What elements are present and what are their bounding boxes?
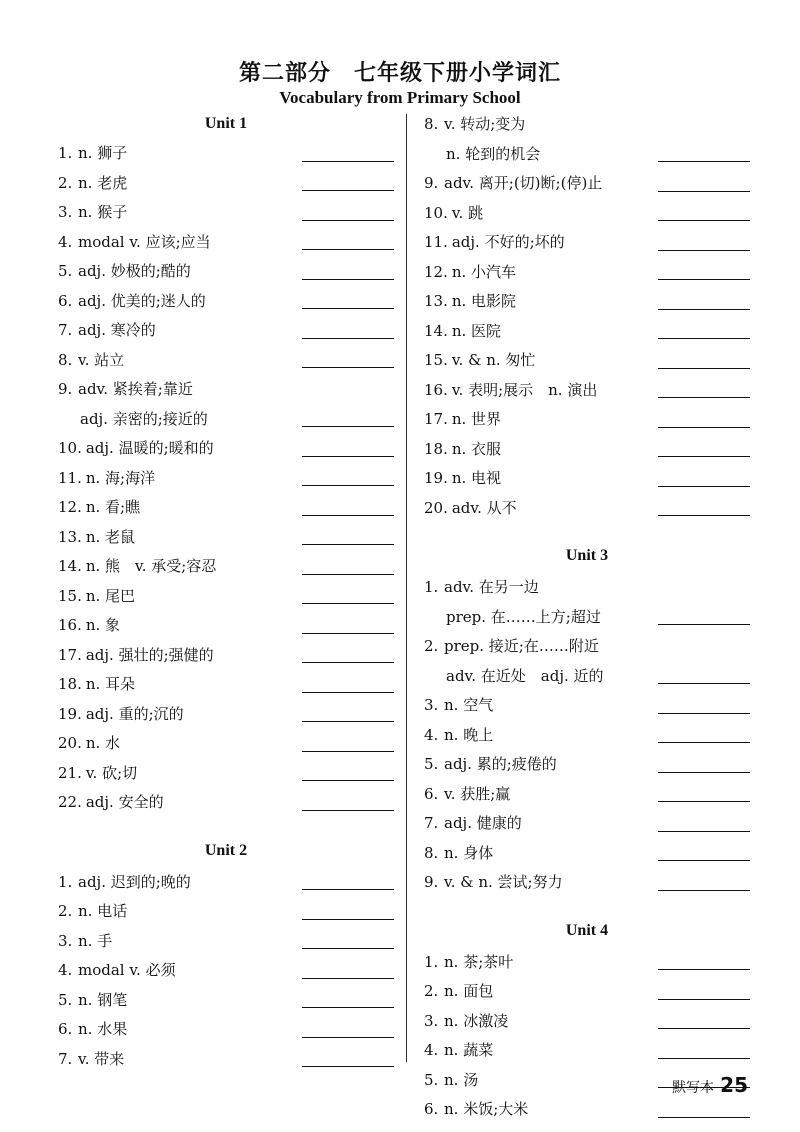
vocab-item <box>424 376 750 406</box>
item-definition: n. 汤 <box>444 1070 479 1089</box>
vocab-item <box>424 948 750 978</box>
item-number: 17. <box>424 410 448 428</box>
answer-blank[interactable] <box>658 742 750 743</box>
vocab-item <box>424 977 750 1007</box>
vocab-item <box>58 611 394 641</box>
item-definition: n. 茶;茶叶 <box>444 952 514 971</box>
item-number: 20. <box>424 498 448 517</box>
answer-blank[interactable] <box>302 810 394 811</box>
column-divider <box>406 114 407 1062</box>
item-definition: v. 砍;切 <box>85 763 138 782</box>
item-number: 19. <box>58 704 82 723</box>
answer-blank[interactable] <box>302 574 394 575</box>
item-definition: n. 米饭;大米 <box>444 1100 529 1118</box>
item-definition: adv. 离开;(切)断;(停)止 <box>444 174 603 192</box>
vocab-item <box>424 169 750 199</box>
vocab-item <box>424 1095 750 1125</box>
item-definition: adj. 温暖的;暖和的 <box>85 439 214 457</box>
left-column <box>58 108 394 1074</box>
answer-blank[interactable] <box>658 338 750 339</box>
item-number: 10. <box>58 439 82 457</box>
vocab-item <box>58 523 394 553</box>
item-number: 3. <box>58 931 73 950</box>
unit-heading: Unit 4 <box>565 921 609 939</box>
item-definition: adj. 强壮的;强健的 <box>85 645 214 664</box>
footer-book-label: 默写本 <box>672 1080 715 1096</box>
vocab-item <box>424 287 750 317</box>
answer-blank[interactable] <box>302 220 394 221</box>
vocab-item <box>58 582 394 612</box>
item-number: 14. <box>424 321 448 340</box>
answer-blank[interactable] <box>658 624 750 625</box>
answer-blank[interactable] <box>302 544 394 545</box>
vocab-item <box>58 729 394 759</box>
vocab-item <box>58 375 394 405</box>
item-number: 5. <box>424 1070 439 1089</box>
item-definition: adj. 寒冷的 <box>78 321 156 339</box>
vocab-item <box>58 198 394 228</box>
item-number: 3. <box>424 696 439 714</box>
vocab-item <box>58 788 394 818</box>
item-definition: prep. 接近;在……附近 <box>444 637 599 655</box>
page-footer <box>672 1073 748 1097</box>
answer-blank[interactable] <box>658 515 750 516</box>
item-number: 1. <box>58 872 73 891</box>
item-number: 8. <box>424 115 439 133</box>
answer-blank[interactable] <box>302 780 394 781</box>
item-definition: n. 晚上 <box>444 725 494 744</box>
item-number: 10. <box>424 203 448 222</box>
item-number: 5. <box>58 990 73 1009</box>
item-definition: v. 站立 <box>78 350 125 369</box>
item-definition: n. 水果 <box>78 1020 128 1038</box>
item-definition: n. 小汽车 <box>451 262 517 281</box>
item-number: 18. <box>58 675 82 693</box>
vocab-item <box>424 868 750 898</box>
item-number: 2. <box>424 982 439 1000</box>
item-definition: n. 狮子 <box>78 144 128 162</box>
item-number: 4. <box>424 1041 439 1059</box>
vocab-item <box>424 494 750 524</box>
vocab-item <box>424 839 750 869</box>
item-number: 16. <box>58 616 82 634</box>
item-number: 15. <box>424 351 448 369</box>
item-number: 4. <box>58 961 73 979</box>
answer-blank[interactable] <box>302 485 394 486</box>
vocab-item <box>424 110 750 140</box>
item-definition: adv. 紧挨着;靠近 <box>78 380 193 398</box>
vocab-item <box>58 986 394 1016</box>
vocab-item <box>424 228 750 258</box>
vocab-item <box>58 316 394 346</box>
item-definition: n. 看;瞧 <box>85 498 141 516</box>
vocab-item <box>424 780 750 810</box>
page-title: 第二部分 七年级下册小学词汇 <box>238 61 561 86</box>
item-number: 11. <box>58 468 82 487</box>
vocab-item <box>424 464 750 494</box>
item-definition: adj. 迟到的;晚的 <box>78 872 191 891</box>
item-number: 1. <box>424 578 439 596</box>
answer-blank[interactable] <box>302 603 394 604</box>
item-definition: adj. 亲密的;接近的 <box>80 409 208 428</box>
answer-blank[interactable] <box>302 721 394 722</box>
vocab-item <box>424 721 750 751</box>
item-definition: n. 熊 v. 承受;容忍 <box>85 557 217 575</box>
item-definition: v. 带来 <box>78 1049 125 1068</box>
answer-blank[interactable] <box>302 249 394 250</box>
answer-blank[interactable] <box>302 338 394 339</box>
vocab-item <box>424 603 750 633</box>
answer-blank[interactable] <box>658 831 750 832</box>
item-definition: adj. 健康的 <box>444 814 522 832</box>
item-number: 1. <box>424 952 439 971</box>
answer-blank[interactable] <box>658 368 750 369</box>
vocab-item <box>58 700 394 730</box>
item-definition: adj. 安全的 <box>85 793 164 811</box>
answer-blank[interactable] <box>658 713 750 714</box>
item-definition: adj. 优美的;迷人的 <box>78 291 206 310</box>
vocab-item <box>424 750 750 780</box>
answer-blank[interactable] <box>658 772 750 773</box>
answer-blank[interactable] <box>302 456 394 457</box>
item-number: 6. <box>58 291 73 310</box>
item-definition: adj. 妙极的;酷的 <box>78 262 191 280</box>
item-definition: n. 老虎 <box>78 173 128 192</box>
unit-heading: Unit 1 <box>204 115 248 132</box>
vocab-item <box>58 346 394 376</box>
item-number: 2. <box>424 637 439 655</box>
answer-blank[interactable] <box>658 1028 750 1029</box>
vocab-item <box>58 287 394 317</box>
item-definition: n. 电影院 <box>451 292 517 310</box>
answer-blank[interactable] <box>302 515 394 516</box>
vocab-item <box>58 868 394 898</box>
vocab-item <box>424 1036 750 1066</box>
answer-blank[interactable] <box>302 426 394 427</box>
answer-blank[interactable] <box>658 220 750 221</box>
answer-blank[interactable] <box>302 948 394 949</box>
item-definition: v. 表明;展示 n. 演出 <box>451 380 598 399</box>
item-definition: modal v. 必须 <box>78 961 176 979</box>
vocab-item <box>58 434 394 464</box>
item-number: 19. <box>424 469 448 487</box>
item-definition: adv. 从不 <box>451 498 517 517</box>
item-definition: adj. 不好的;坏的 <box>451 233 565 251</box>
item-number: 2. <box>58 902 73 920</box>
item-definition: n. 轮到的机会 <box>446 144 541 163</box>
vocab-item <box>424 809 750 839</box>
item-number: 21. <box>58 763 82 782</box>
answer-blank[interactable] <box>302 161 394 162</box>
unit-heading: Unit 3 <box>565 547 609 564</box>
vocab-item <box>424 662 750 692</box>
answer-blank[interactable] <box>302 978 394 979</box>
answer-blank[interactable] <box>302 633 394 634</box>
answer-blank[interactable] <box>658 161 750 162</box>
answer-blank[interactable] <box>302 1007 394 1008</box>
item-number: 3. <box>58 203 73 221</box>
answer-blank[interactable] <box>302 889 394 890</box>
item-definition: n. 蔬菜 <box>444 1041 494 1059</box>
item-number: 22. <box>58 793 82 811</box>
item-number: 7. <box>58 321 73 339</box>
item-number: 1. <box>58 144 73 162</box>
vocab-item <box>58 956 394 986</box>
item-number: 20. <box>58 734 82 752</box>
item-definition: n. 手 <box>78 931 113 950</box>
item-definition: n. 尾巴 <box>85 586 136 605</box>
vocab-item <box>58 405 394 435</box>
answer-blank[interactable] <box>302 662 394 663</box>
item-definition: n. 象 <box>85 616 121 634</box>
item-definition: prep. 在……上方;超过 <box>446 607 601 626</box>
vocab-item <box>424 632 750 662</box>
item-number: 5. <box>58 262 73 280</box>
item-number: 13. <box>424 292 448 310</box>
item-number: 13. <box>58 527 82 546</box>
item-definition: n. 耳朵 <box>85 675 136 693</box>
vocab-item <box>424 258 750 288</box>
item-definition: adj. 重的;沉的 <box>85 704 184 723</box>
item-definition: n. 冰激凌 <box>444 1011 509 1030</box>
item-number: 12. <box>58 498 82 516</box>
vocab-item <box>58 759 394 789</box>
vocab-item <box>58 670 394 700</box>
answer-blank[interactable] <box>658 486 750 487</box>
item-number: 4. <box>424 725 439 744</box>
right-column <box>424 110 750 1125</box>
item-number: 9. <box>424 174 439 192</box>
vocab-item <box>424 691 750 721</box>
answer-blank[interactable] <box>658 999 750 1000</box>
vocab-item <box>424 573 750 603</box>
answer-blank[interactable] <box>658 427 750 428</box>
answer-blank[interactable] <box>302 367 394 368</box>
vocab-item <box>424 405 750 435</box>
item-number: 16. <box>424 380 448 399</box>
answer-blank[interactable] <box>302 751 394 752</box>
answer-blank[interactable] <box>658 279 750 280</box>
item-number: 2. <box>58 173 73 192</box>
item-definition: adj. 累的;疲倦的 <box>444 755 557 773</box>
unit-heading: Unit 2 <box>204 841 248 859</box>
item-definition: n. 医院 <box>451 321 502 340</box>
vocab-item <box>424 140 750 170</box>
vocab-item <box>58 1015 394 1045</box>
vocab-item <box>424 346 750 376</box>
item-definition: n. 面包 <box>444 982 494 1000</box>
answer-blank[interactable] <box>302 190 394 191</box>
item-definition: v. 转动;变为 <box>444 115 526 133</box>
answer-blank[interactable] <box>658 309 750 310</box>
answer-blank[interactable] <box>658 683 750 684</box>
item-number: 12. <box>424 262 448 281</box>
answer-blank[interactable] <box>302 1066 394 1067</box>
item-number: 6. <box>424 1100 439 1118</box>
item-definition: adv. 在另一边 <box>444 578 539 596</box>
item-definition: adv. 在近处 adj. 近的 <box>446 666 604 685</box>
item-definition: n. 海;海洋 <box>85 468 156 487</box>
vocab-item <box>58 1045 394 1075</box>
vocab-item <box>58 169 394 199</box>
vocab-item <box>58 228 394 258</box>
answer-blank[interactable] <box>658 890 750 891</box>
page-subtitle: Vocabulary from Primary School <box>279 88 521 107</box>
item-definition: n. 钢笔 <box>78 990 128 1009</box>
answer-blank[interactable] <box>302 692 394 693</box>
item-number: 7. <box>424 814 439 832</box>
answer-blank[interactable] <box>302 919 394 920</box>
answer-blank[interactable] <box>658 860 750 861</box>
answer-blank[interactable] <box>658 1058 750 1059</box>
item-number: 9. <box>58 380 73 398</box>
item-number: 14. <box>58 557 82 575</box>
item-definition: v. 跳 <box>451 203 484 222</box>
vocab-item <box>58 927 394 957</box>
item-definition: n. 空气 <box>444 696 494 714</box>
answer-blank[interactable] <box>658 801 750 802</box>
answer-blank[interactable] <box>658 969 750 970</box>
answer-blank[interactable] <box>658 397 750 398</box>
item-definition: n. 身体 <box>444 843 494 862</box>
item-number: 8. <box>424 843 439 862</box>
item-definition: v. & n. 匆忙 <box>451 351 536 369</box>
vocab-item <box>424 199 750 229</box>
item-number: 5. <box>424 755 439 773</box>
answer-blank[interactable] <box>658 191 750 192</box>
answer-blank[interactable] <box>658 456 750 457</box>
vocab-item <box>58 641 394 671</box>
vocab-item <box>58 552 394 582</box>
vocab-item <box>424 1007 750 1037</box>
item-number: 15. <box>58 586 82 605</box>
item-definition: n. 水 <box>85 734 121 752</box>
item-definition: n. 衣服 <box>451 439 502 458</box>
item-number: 3. <box>424 1011 439 1030</box>
answer-blank[interactable] <box>302 279 394 280</box>
item-number: 6. <box>58 1020 73 1038</box>
answer-blank[interactable] <box>302 1037 394 1038</box>
answer-blank[interactable] <box>658 1117 750 1118</box>
vocab-item <box>58 139 394 169</box>
item-number: 6. <box>424 784 439 803</box>
vocab-item <box>58 897 394 927</box>
item-number: 4. <box>58 232 73 251</box>
item-number: 7. <box>58 1049 73 1068</box>
item-definition: v. & n. 尝试;努力 <box>444 873 563 891</box>
vocab-item <box>58 257 394 287</box>
vocab-item <box>58 493 394 523</box>
item-definition: n. 猴子 <box>78 203 128 221</box>
item-definition: v. 获胜;赢 <box>444 784 511 803</box>
item-definition: n. 电视 <box>451 469 502 487</box>
item-number: 11. <box>424 233 448 251</box>
item-definition: n. 老鼠 <box>85 527 136 546</box>
vocab-item <box>58 464 394 494</box>
vocab-item <box>424 317 750 347</box>
item-number: 17. <box>58 645 82 664</box>
item-definition: n. 电话 <box>78 902 128 920</box>
page-number: 25 <box>720 1073 748 1097</box>
item-number: 18. <box>424 439 448 458</box>
item-number: 8. <box>58 350 73 369</box>
vocab-item <box>424 435 750 465</box>
answer-blank[interactable] <box>302 308 394 309</box>
item-definition: modal v. 应该;应当 <box>78 232 211 251</box>
item-number: 9. <box>424 873 439 891</box>
item-definition: n. 世界 <box>451 410 502 428</box>
answer-blank[interactable] <box>658 250 750 251</box>
